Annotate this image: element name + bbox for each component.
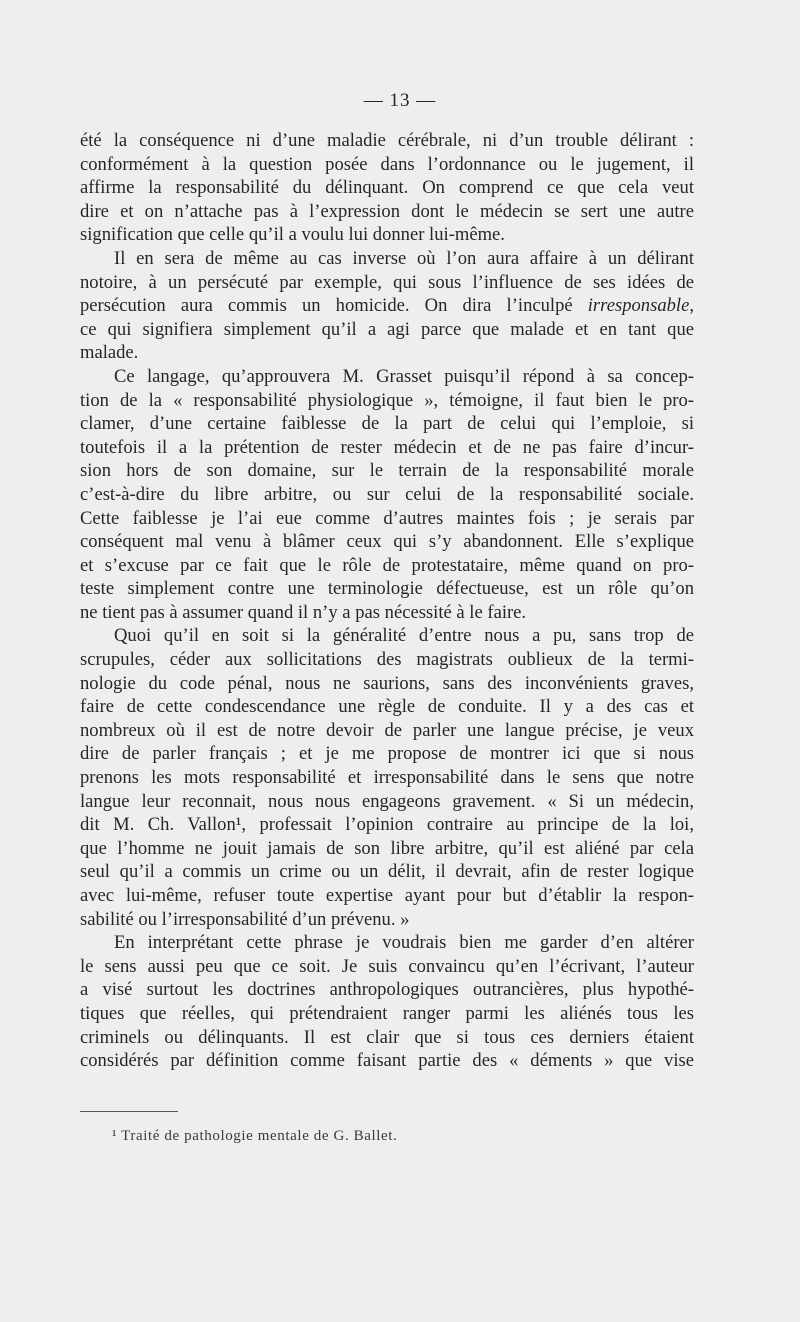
text-line: teste simplement contre une terminologie défectueuse, est un rôle qu’on xyxy=(80,578,694,600)
text-line: Quoi qu’il en soit si la généralité d’entre nous a pu, sans trop de xyxy=(114,625,694,647)
text-line: le sens aussi peu que ce soit. Je suis convaincu qu’en l’écrivant, l’auteur xyxy=(80,955,694,977)
text-line: affirme la responsabilité du délinquant. On comprend ce que cela veut xyxy=(80,177,694,199)
text-line: Ce langage, qu’approuvera M. Grasset puisqu’il répond à sa concep- xyxy=(114,365,694,387)
text-line: signification que celle qu’il a voulu lui donner lui-même. xyxy=(80,224,505,246)
text-line: Cette faiblesse je l’ai eue comme d’autres maintes fois ; je serais par xyxy=(80,507,694,529)
text-line: que l’homme ne jouit jamais de son libre arbitre, qu’il est aliéné par cela xyxy=(80,837,694,859)
text-line: seul qu’il a commis un crime ou un délit, il devrait, afin de rester logique xyxy=(80,861,694,883)
text-line: prenons les mots responsabilité et irresponsabilité dans le sens que notre xyxy=(80,767,694,789)
text-line: persécution aura commis un homicide. On dira l’inculpé irresponsable, xyxy=(80,295,694,317)
text-line: avec lui-même, refuser toute expertise ayant pour but d’établir la respon- xyxy=(80,885,694,906)
text-line: faire de cette condescendance une règle de conduite. Il y a des cas et xyxy=(80,696,694,718)
text-line: ne tient pas à assumer quand il n’y a pas nécessité à le faire. xyxy=(80,601,527,623)
text-line: tion de la « responsabilité physiologique », témoigne, il faut bien le pro- xyxy=(80,389,694,411)
text-line: c’est-à-dire du libre arbitre, ou sur celui de la responsabilité sociale. xyxy=(80,483,694,505)
text-line: ce qui signifiera simplement qu’il a agi parce que malade et en tant que xyxy=(80,318,694,340)
text-line: a visé surtout les doctrines anthropologiques outrancières, plus hypothé- xyxy=(80,979,694,1001)
text-line: dire de parler français ; et je me propose de montrer ici que si nous xyxy=(80,743,694,765)
text-line: langue leur reconnait, nous nous engageons gravement. « Si un médecin, xyxy=(80,790,694,812)
text-line: En interprétant cette phrase je voudrais bien me garder d’en altérer xyxy=(114,932,694,954)
text-line: toutefois il a la prétention de rester médecin et de ne pas faire d’incur- xyxy=(80,436,694,458)
body-text xyxy=(80,129,694,1073)
text-line: sion hors de son domaine, sur le terrain de la responsabilité morale xyxy=(80,460,694,482)
text-line: malade. xyxy=(80,342,139,364)
text-line: tiques que réelles, qui prétendraient ranger parmi les aliénés tous les xyxy=(80,1002,694,1024)
text-line: dire et on n’attache pas à l’expression dont le médecin se sert une autre xyxy=(80,200,694,222)
text-line: clamer, d’une certaine faiblesse de la part de celui qui l’emploie, si xyxy=(80,413,694,435)
text-line: sabilité ou l’irresponsabilité d’un prévenu. » xyxy=(80,908,410,930)
text-line: dit M. Ch. Vallon¹, professait l’opinion contraire au principe de la loi, xyxy=(80,814,694,836)
text-line: et s’excuse par ce fait que le rôle de protestataire, même quand on pro- xyxy=(80,554,694,576)
footnote-separator xyxy=(80,1111,178,1112)
text-line: conformément à la question posée dans l’ordonnance ou le jugement, il xyxy=(80,153,694,175)
text-line: nombreux où il est de notre devoir de parler une langue précise, je veux xyxy=(80,719,694,741)
text-line: été la conséquence ni d’une maladie cérébrale, ni d’un trouble délirant : xyxy=(80,130,694,151)
text-line: conséquent mal venu à blâmer ceux qui s’y abandonnent. Elle s’explique xyxy=(80,531,694,553)
text-line: Il en sera de même au cas inverse où l’on aura affaire à un délirant xyxy=(114,247,694,269)
text-line: nologie du code pénal, nous ne saurions, sans des inconvénients graves, xyxy=(80,672,694,694)
text-line: considérés par définition comme faisant partie des « déments » que vise xyxy=(80,1050,694,1072)
text-line: criminels ou délinquants. Il est clair que si tous ces derniers étaient xyxy=(80,1026,694,1048)
text-line: notoire, à un persécuté par exemple, qui sous l’influence de ses idées de xyxy=(80,271,694,293)
page-number-header: — 13 — xyxy=(363,90,437,111)
text-line: scrupules, céder aux sollicitations des magistrats oublieux de la termi- xyxy=(80,649,694,671)
footnote: ¹ Traité de pathologie mentale de G. Ballet. xyxy=(112,1128,398,1144)
